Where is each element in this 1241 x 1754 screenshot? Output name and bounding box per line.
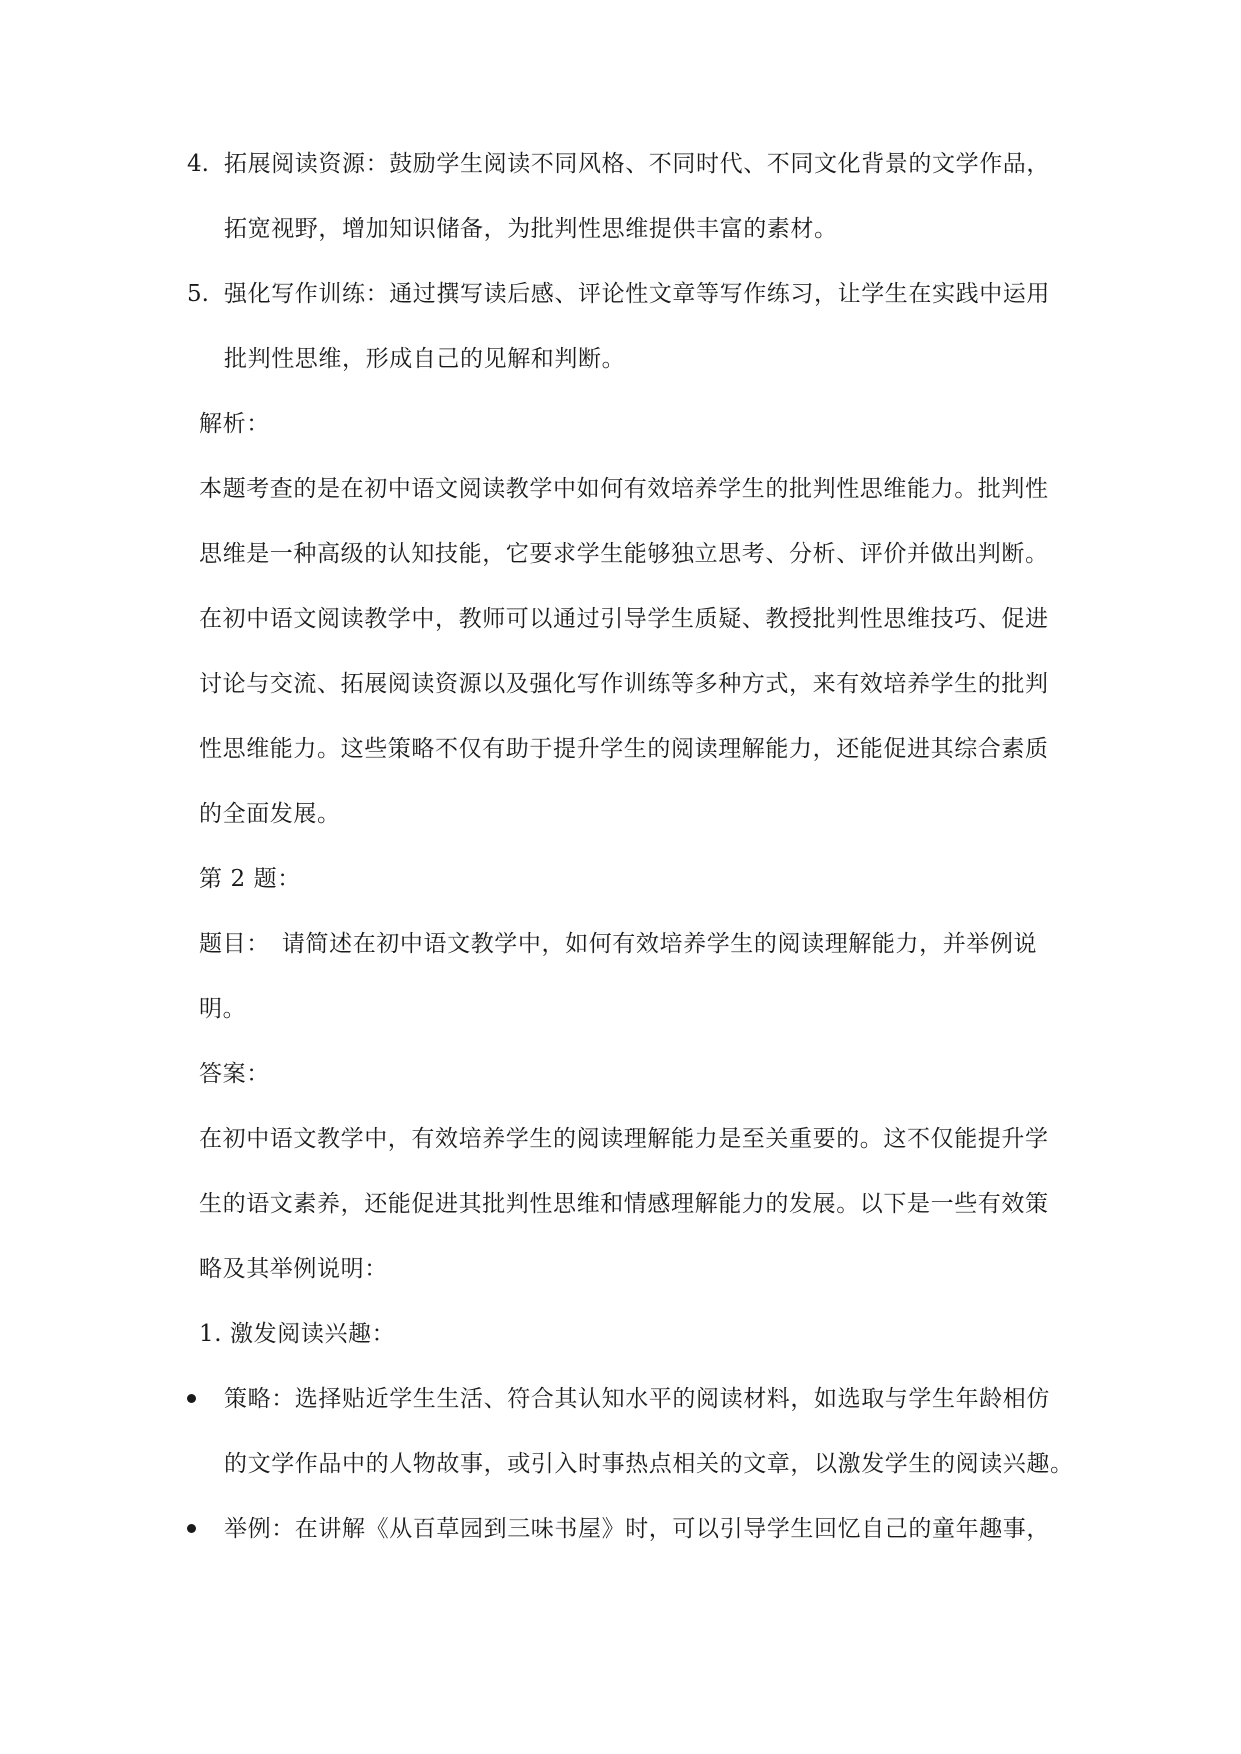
analysis-paragraph-line: 讨论与交流、拓展阅读资源以及强化写作训练等多种方式，来有效培养学生的批判 <box>199 671 1049 697</box>
answer-label: 答案： <box>199 1061 270 1087</box>
bullet-icon <box>187 1394 196 1403</box>
analysis-label: 解析： <box>199 411 270 437</box>
analysis-paragraph-line: 的全面发展。 <box>199 801 341 827</box>
answer-paragraph-line: 生的语文素养，还能促进其批判性思维和情感理解能力的发展。以下是一些有效策 <box>199 1191 1049 1217</box>
strategy-heading: 1. 激发阅读兴趣： <box>199 1321 396 1347</box>
question-heading: 第 2 题： <box>199 866 301 892</box>
bullet-text: 策略：选择贴近学生生活、符合其认知水平的阅读材料，如选取与学生年龄相仿 <box>224 1386 1050 1412</box>
list-item-text: 拓宽视野，增加知识储备，为批判性思维提供丰富的素材。 <box>224 216 838 242</box>
analysis-paragraph-line: 本题考查的是在初中语文阅读教学中如何有效培养学生的批判性思维能力。批判性 <box>199 476 1049 502</box>
analysis-paragraph-line: 在初中语文阅读教学中，教师可以通过引导学生质疑、教授批判性思维技巧、促进 <box>199 606 1049 632</box>
list-item-text: 批判性思维，形成自己的见解和判断。 <box>224 346 626 372</box>
bullet-text: 举例：在讲解《从百草园到三味书屋》时，可以引导学生回忆自己的童年趣事， <box>224 1516 1050 1542</box>
bullet-text: 的文学作品中的人物故事，或引入时事热点相关的文章，以激发学生的阅读兴趣。 <box>224 1451 1074 1477</box>
list-number: 4. <box>187 151 209 177</box>
answer-paragraph-line: 略及其举例说明： <box>199 1256 388 1282</box>
list-item-text: 强化写作训练：通过撰写读后感、评论性文章等写作练习，让学生在实践中运用 <box>224 281 1050 307</box>
list-item-text: 拓展阅读资源：鼓励学生阅读不同风格、不同时代、不同文化背景的文学作品， <box>224 151 1050 177</box>
bullet-icon <box>187 1524 196 1533</box>
question-prompt: 题目： 请简述在初中语文教学中，如何有效培养学生的阅读理解能力，并举例说 <box>199 931 1038 957</box>
answer-paragraph-line: 在初中语文教学中，有效培养学生的阅读理解能力是至关重要的。这不仅能提升学 <box>199 1126 1049 1152</box>
analysis-paragraph-line: 性思维能力。这些策略不仅有助于提升学生的阅读理解能力，还能促进其综合素质 <box>199 736 1049 762</box>
question-prompt: 明。 <box>199 996 247 1022</box>
analysis-paragraph-line: 思维是一种高级的认知技能，它要求学生能够独立思考、分析、评价并做出判断。 <box>199 541 1049 567</box>
list-number: 5. <box>187 281 209 307</box>
